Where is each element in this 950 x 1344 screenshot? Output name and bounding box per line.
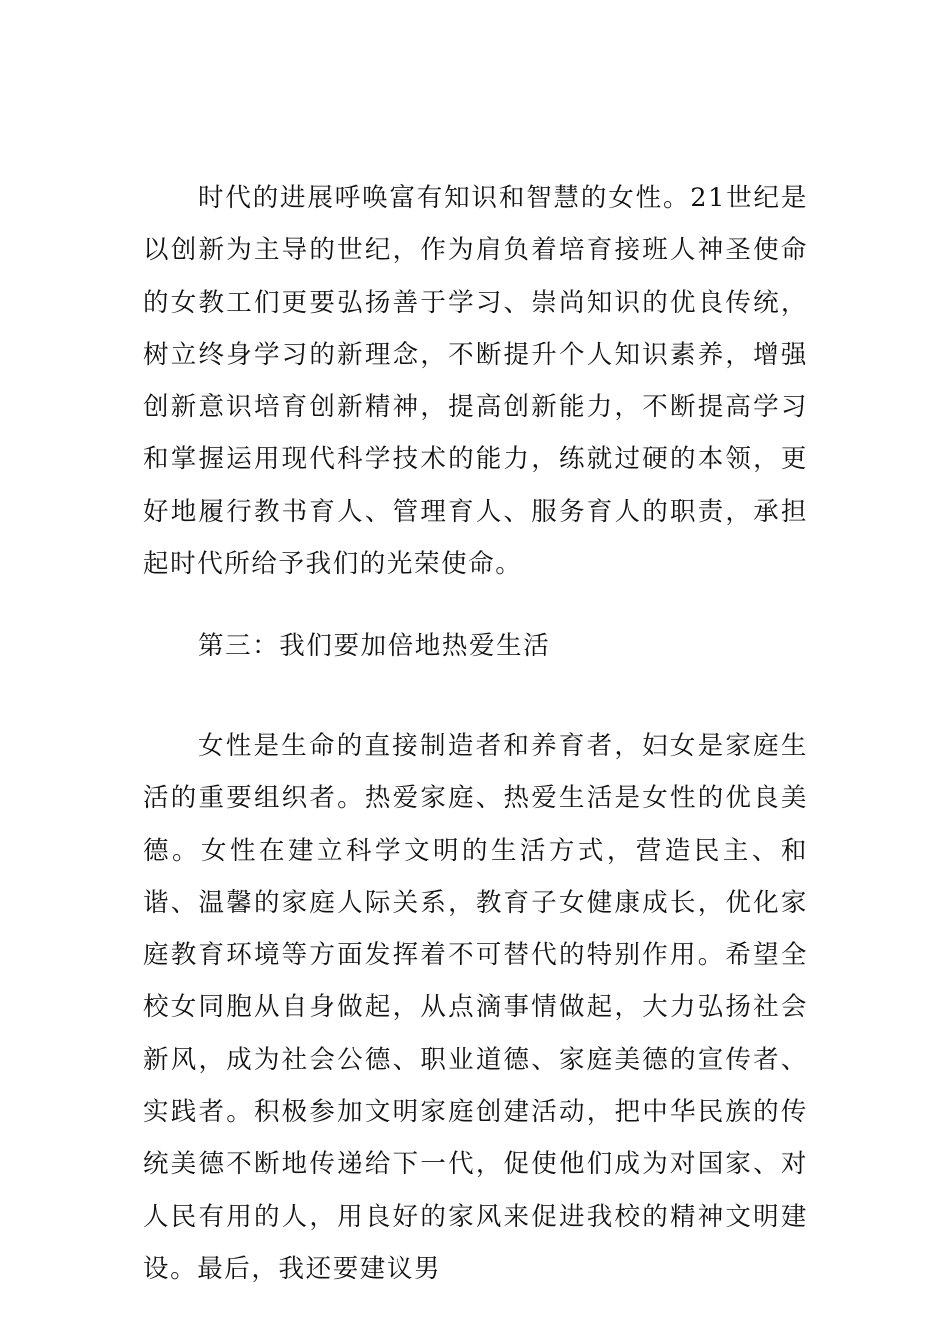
- body-paragraph-knowledge: 时代的进展呼唤富有知识和智慧的女性。21世纪是以创新为主导的世纪，作为肩负着培育接班人神圣使命的女教工们更要弘扬善于学习、崇尚知识的优良传统，树立终身学习的新理念，不断提升个人知识素养，增强创新意识培育创新精神，提高创新能力，不断提高学习和掌握运用现代科学技术的能力，练就过硬的本领，更好地履行教书育人、管理育人、服务育人的职责，承担起时代所给予我们的光荣使命。: [143, 183, 808, 580]
- section-heading-third: 第三：我们要加倍地热爱生活: [198, 631, 551, 661]
- body-paragraph-life: 女性是生命的直接制造者和养育者，妇女是家庭生活的重要组织者。热爱家庭、热爱生活是女性的优良美德。女性在建立科学文明的生活方式，营造民主、和谐、温馨的家庭人际关系，教育子女健康成长，优化家庭教育环境等方面发挥着不可替代的特别作用。希望全校女同胞从自身做起，从点滴事情做起，大力弘扬社会新风，成为社会公德、职业道德、家庭美德的宣传者、实践者。积极参加文明家庭创建活动，把中华民族的传统美德不断地传递给下一代，促使他们成为对国家、对人民有用的人，用良好的家风来促进我校的精神文明建设。最后，我还要建议男: [143, 731, 808, 1284]
